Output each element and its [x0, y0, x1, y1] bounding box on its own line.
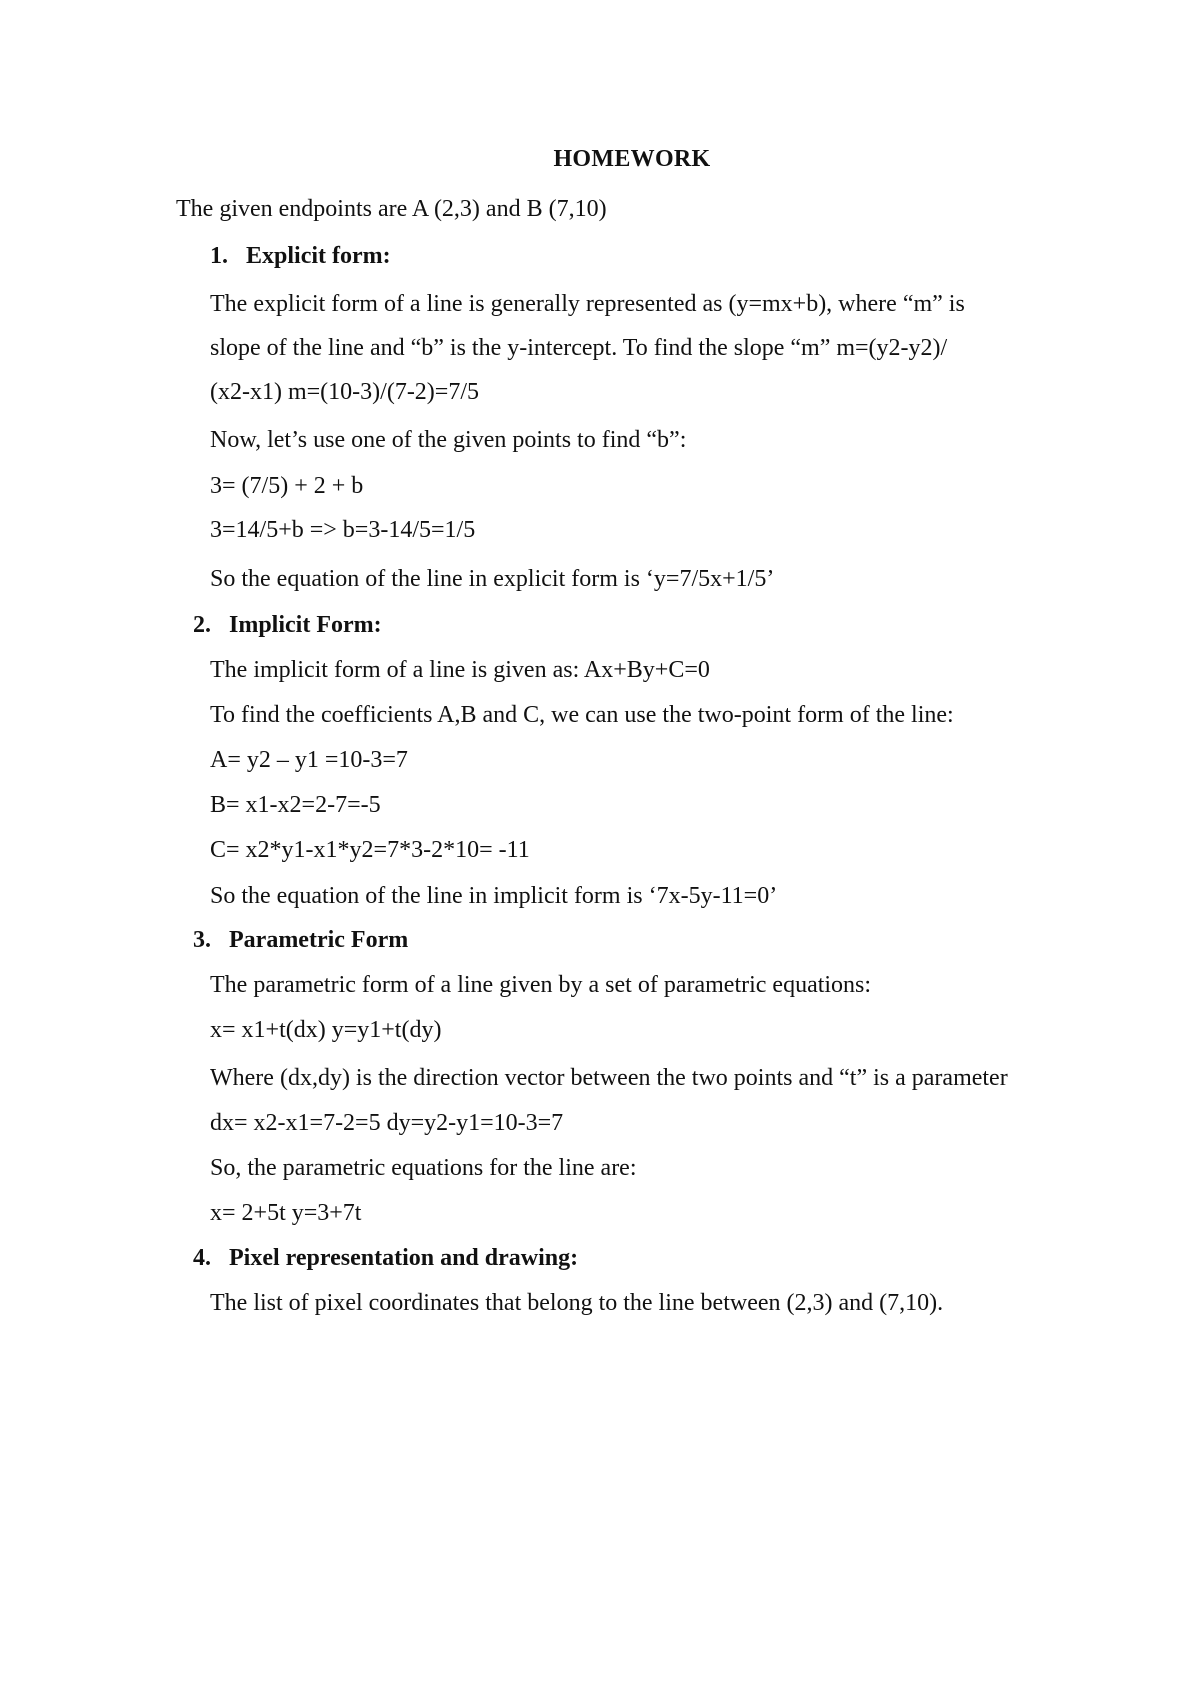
section-title: Explicit form:	[246, 243, 391, 269]
paragraph-line: slope of the line and “b” is the y-intercept. To find the slope “m” m=(y2-y2)/	[210, 335, 948, 361]
document-body	[193, 243, 1110, 1336]
section-heading-parametric	[193, 928, 1110, 973]
paragraph-line: (x2-x1) m=(10-3)/(7-2)=7/5	[210, 379, 480, 405]
paragraph-line: The implicit form of a line is given as: Ax+By+C=0	[210, 657, 710, 683]
section-number: 1.	[210, 243, 228, 269]
paragraph-line: The explicit form of a line is generally represented as (y=mx+b), where “m” is	[210, 291, 965, 317]
paragraph-line: dx= x2-x1=7-2=5 dy=y2-y1=10-3=7	[210, 1110, 564, 1136]
section-number: 3.	[193, 927, 211, 953]
paragraph-line: To find the coefficients A,B and C, we can use the two-point form of the line:	[210, 702, 954, 728]
paragraph-line: C= x2*y1-x1*y2=7*3-2*10= -11	[210, 837, 530, 863]
section-title: Implicit Form:	[229, 612, 382, 638]
paragraph-line: So the equation of the line in explicit form is ‘y=7/5x+1/5’	[210, 566, 775, 592]
paragraph-line: Now, let’s use one of the given points to find “b”:	[210, 427, 687, 453]
section-heading-explicit	[210, 244, 1110, 292]
paragraph-line: A= y2 – y1 =10-3=7	[210, 747, 408, 773]
paragraph-line: So the equation of the line in implicit form is ‘7x-5y-11=0’	[210, 883, 778, 909]
paragraph-line: 3=14/5+b => b=3-14/5=1/5	[210, 517, 476, 543]
paragraph-line: The parametric form of a line given by a set of parametric equations:	[210, 972, 872, 998]
section-title: Parametric Form	[229, 927, 409, 953]
section-heading-implicit	[193, 613, 1110, 658]
section-number: 2.	[193, 612, 211, 638]
section-number: 4.	[193, 1245, 211, 1271]
paragraph-line: Where (dx,dy) is the direction vector between the two points and “t” is a parameter	[210, 1065, 1008, 1091]
paragraph-line: x= 2+5t y=3+7t	[210, 1200, 362, 1226]
section-title: Pixel representation and drawing:	[229, 1245, 579, 1271]
paragraph-line: So, the parametric equations for the line are:	[210, 1155, 637, 1181]
paragraph-line: x= x1+t(dx) y=y1+t(dy)	[210, 1017, 442, 1043]
paragraph-line: 3= (7/5) + 2 + b	[210, 473, 364, 499]
intro-text: The given endpoints are A (2,3) and B (7,10)	[176, 196, 607, 222]
document-title: HOMEWORK	[553, 146, 711, 172]
paragraph-line: B= x1-x2=2-7=-5	[210, 792, 381, 818]
paragraph-line: The list of pixel coordinates that belong to the line between (2,3) and (7,10).	[210, 1290, 944, 1316]
section-heading-pixel	[193, 1246, 1110, 1291]
